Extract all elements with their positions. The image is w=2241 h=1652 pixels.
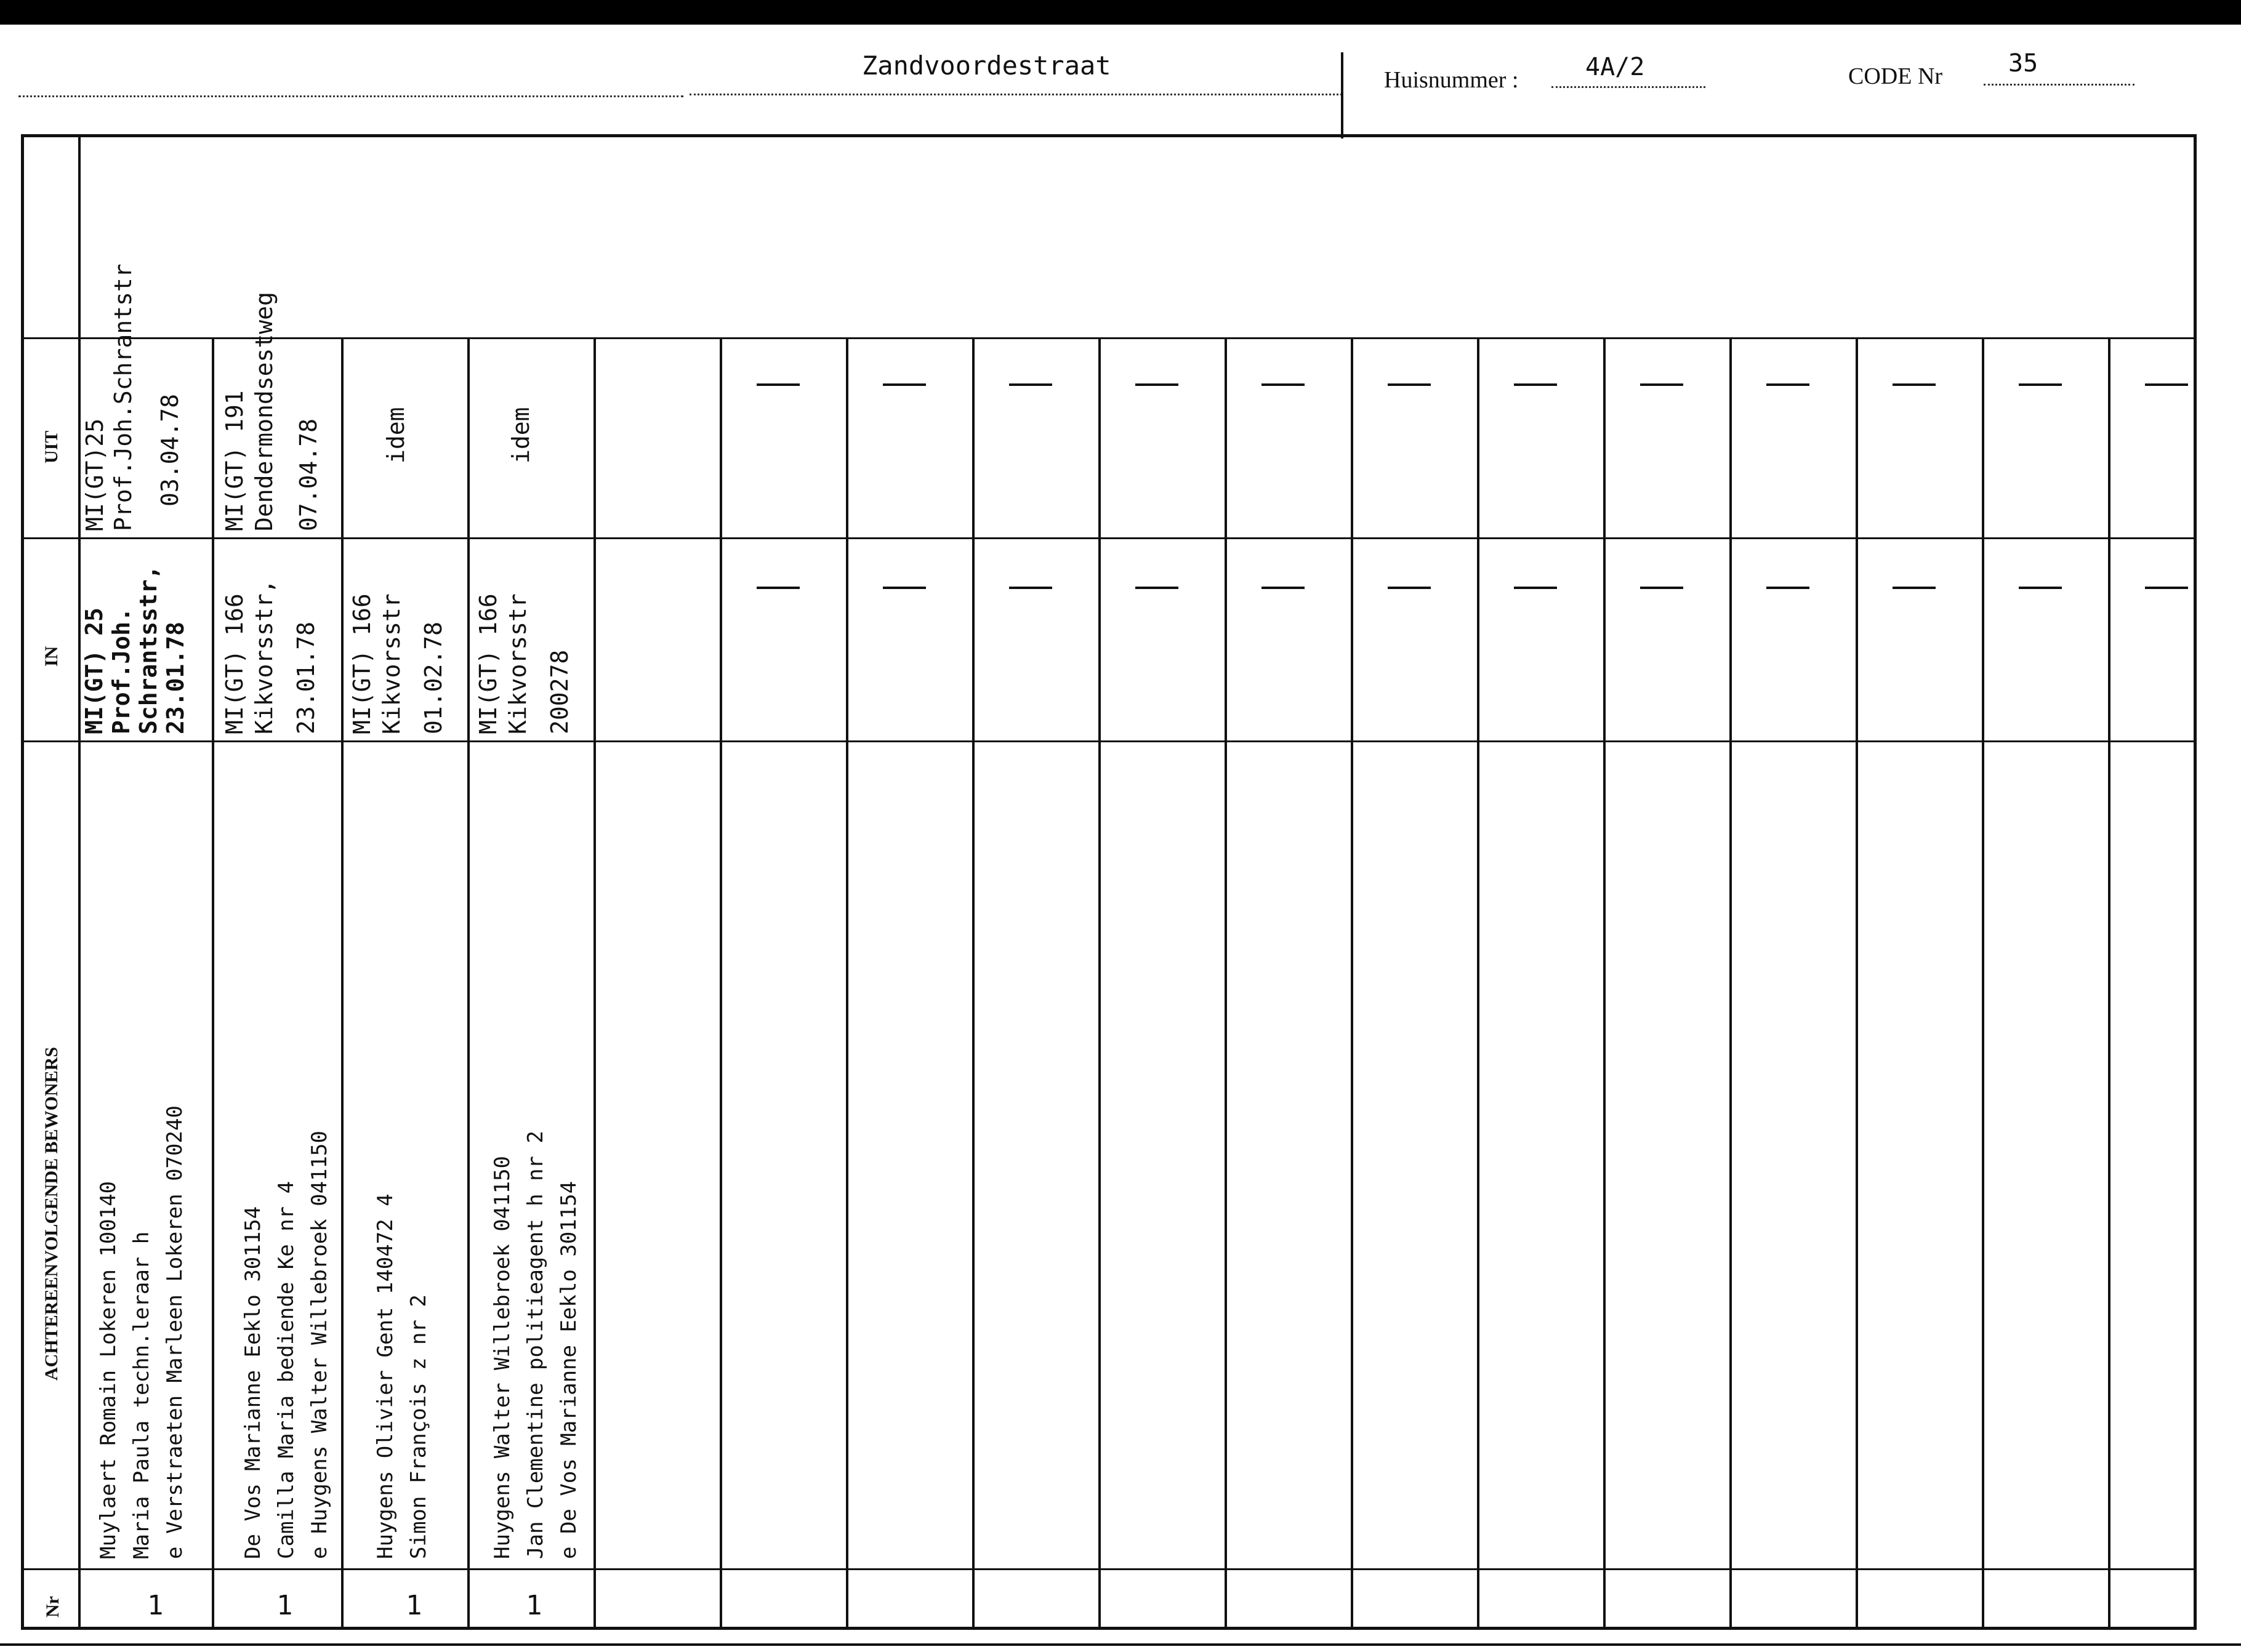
column-divider (1729, 337, 1732, 1630)
column-divider (341, 337, 344, 1630)
column-divider (212, 337, 214, 1630)
code-dotted-line (1984, 84, 2134, 86)
empty-cell-dash (1640, 383, 1683, 386)
nr-value-col-3: 1 (406, 1590, 422, 1621)
resident-line: e Verstraeten Marleen Lokeren 070240 (163, 1105, 187, 1559)
resident-line: Huygens Walter Willebroek 041150 (490, 1155, 515, 1559)
nr-value-col-2: 1 (276, 1590, 293, 1621)
empty-cell-dash (1135, 587, 1178, 589)
resident-line: Muylaert Romain Lokeren 100140 (96, 1181, 121, 1559)
uit-entry-col-3: idem (382, 407, 409, 463)
empty-cell-dash (2019, 587, 2062, 589)
resident-line: Camilla Maria bediende Ke nr 4 (274, 1181, 299, 1559)
divider-nr-top (24, 1568, 2194, 1570)
resident-line: e Huygens Walter Willebroek 041150 (307, 1131, 332, 1559)
empty-cell-dash (1261, 383, 1305, 386)
column-divider (1982, 337, 1984, 1630)
column-divider (1098, 337, 1101, 1630)
empty-cell-dash (2019, 383, 2062, 386)
in-entry-col-3: MI(GT) 166 Kikvorsstr 01.02.78 (348, 593, 447, 734)
column-divider (972, 337, 975, 1630)
resident-entry-col-1 (92, 1105, 191, 1559)
empty-cell-dash (883, 383, 926, 386)
code-label: CODE Nr (1848, 63, 1943, 89)
uit-section-label: UIT (41, 430, 62, 463)
empty-cell-dash (1009, 383, 1052, 386)
resident-line: De Vos Marianne Eeklo 301154 (241, 1206, 265, 1559)
huisnummer-value: 4A/2 (1585, 53, 1645, 81)
header-divider (1341, 52, 1343, 138)
in-section-label: IN (41, 646, 62, 667)
resident-register-form (21, 134, 2197, 1630)
bottom-border (0, 1643, 2241, 1646)
empty-cell-dash (1766, 587, 1809, 589)
resident-line: Huygens Olivier Gent 140472 4 (373, 1193, 398, 1559)
column-divider (846, 337, 848, 1630)
in-entry-col-4: MI(GT) 166 Kikvorsstr 200278 (475, 593, 573, 734)
empty-cell-dash (1893, 587, 1936, 589)
huisnummer-label: Huisnummer : (1384, 67, 1519, 93)
uit-entry-col-2: MI(GT) 191 Dendermondsestweg 07.04.78 (221, 292, 322, 531)
empty-cell-dash (1135, 383, 1178, 386)
divider-uit-top (24, 337, 2194, 339)
street-name: Zandvoordestraat (862, 50, 1111, 81)
empty-cell-dash (1261, 587, 1305, 589)
column-divider (467, 337, 470, 1630)
empty-cell-dash (1388, 587, 1431, 589)
uit-entry-col-4: idem (507, 407, 534, 463)
resident-line: Simon François z nr 2 (406, 1294, 431, 1559)
top-scan-border (0, 0, 2241, 25)
uit-entry-col-1: MI(GT)25 Prof.Joh.Schrantstr 03.04.78 (81, 263, 183, 531)
resident-entry-col-2 (236, 1131, 336, 1559)
empty-cell-dash (2145, 587, 2188, 589)
resident-line: Maria Paula techn.leraar h (129, 1231, 154, 1559)
column-divider (1477, 337, 1479, 1630)
nr-value-col-1: 1 (147, 1590, 164, 1621)
resident-line: e De Vos Marianne Eeklo 301154 (557, 1181, 581, 1559)
column-divider (1225, 337, 1227, 1630)
empty-cell-dash (757, 587, 800, 589)
empty-cell-dash (1514, 587, 1557, 589)
nr-section-label: Nr (42, 1596, 63, 1618)
empty-cell-dash (2145, 383, 2188, 386)
header-dotted-line-left (18, 95, 683, 97)
divider-in-top (24, 537, 2194, 539)
empty-cell-dash (757, 383, 800, 386)
divider-bewoners-top (24, 740, 2194, 742)
in-entry-col-2: MI(GT) 166 Kikvorsstr, 23.01.78 (221, 579, 320, 734)
column-divider (720, 337, 722, 1630)
nr-value-col-4: 1 (526, 1590, 542, 1621)
column-divider (1856, 337, 1858, 1630)
column-divider (1603, 337, 1606, 1630)
empty-cell-dash (1766, 383, 1809, 386)
column-divider (2108, 337, 2110, 1630)
empty-cell-dash (1388, 383, 1431, 386)
empty-cell-dash (1893, 383, 1936, 386)
column-divider (1351, 337, 1353, 1630)
empty-cell-dash (1640, 587, 1683, 589)
empty-cell-dash (1514, 383, 1557, 386)
empty-cell-dash (1009, 587, 1052, 589)
column-divider (593, 337, 596, 1630)
in-entry-col-1: MI(GT) 25 Prof.Joh. Schrantsstr, 23.01.78 (81, 565, 189, 734)
resident-entry-col-4 (486, 1131, 585, 1559)
resident-line: Jan Clementine politieagent h nr 2 (523, 1131, 548, 1559)
code-value: 35 (2008, 49, 2038, 78)
empty-cell-dash (883, 587, 926, 589)
street-dotted-line (690, 94, 1342, 95)
bewoners-section-label: ACHTEREENVOLGENDE BEWONERS (41, 1046, 62, 1381)
huisnummer-dotted-line (1551, 86, 1705, 88)
resident-entry-col-3 (369, 1193, 435, 1559)
